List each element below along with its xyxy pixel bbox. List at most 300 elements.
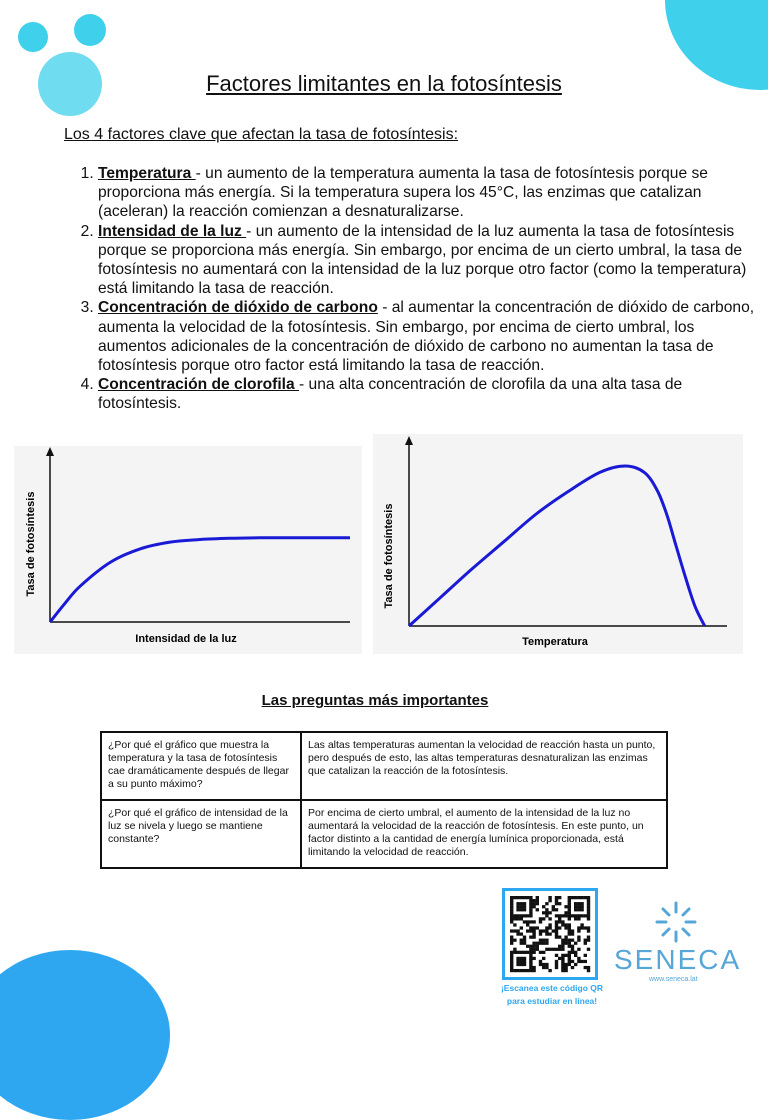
qr-module xyxy=(587,905,590,908)
qr-module xyxy=(510,942,513,945)
qr-module xyxy=(532,951,535,954)
qr-module xyxy=(516,951,519,954)
qr-module xyxy=(555,914,558,917)
qr-module xyxy=(584,942,587,945)
qr-module xyxy=(523,969,526,972)
qr-module xyxy=(513,923,516,926)
qr-module xyxy=(558,945,561,948)
qr-module xyxy=(561,942,564,945)
qr-module xyxy=(520,926,523,929)
qr-module xyxy=(574,942,577,945)
qr-module xyxy=(587,926,590,929)
qr-module xyxy=(558,948,561,951)
qr-module xyxy=(529,969,532,972)
qr-module xyxy=(529,960,532,963)
qr-module xyxy=(536,899,539,902)
y-axis-arrow xyxy=(46,447,54,456)
qr-module xyxy=(510,966,513,969)
qr-module xyxy=(564,923,567,926)
chart-light-intensity xyxy=(14,446,362,654)
qr-module xyxy=(545,929,548,932)
qr-module xyxy=(513,917,516,920)
qr-module xyxy=(568,917,571,920)
qr-module xyxy=(532,899,535,902)
qr-module xyxy=(526,896,529,899)
qr-module xyxy=(532,942,535,945)
qr-module xyxy=(520,902,523,905)
qr-module xyxy=(520,951,523,954)
qr-module xyxy=(545,942,548,945)
qr-module xyxy=(545,966,548,969)
chart-temperature xyxy=(373,434,743,654)
qr-module xyxy=(555,960,558,963)
factor-name: Concentración de clorofila xyxy=(98,376,300,394)
qr-code-pattern xyxy=(505,891,595,977)
qr-module xyxy=(545,963,548,966)
qr-module xyxy=(532,920,535,923)
qr-module xyxy=(526,945,529,948)
qr-module xyxy=(539,929,542,932)
qr-module xyxy=(539,942,542,945)
qr-module xyxy=(523,960,526,963)
qr-module xyxy=(561,945,564,948)
qr-module xyxy=(532,902,535,905)
qr-module xyxy=(584,966,587,969)
qr-module xyxy=(539,932,542,935)
qr-module xyxy=(568,954,571,957)
qr-module xyxy=(526,914,529,917)
qr-module xyxy=(571,951,574,954)
qr-module xyxy=(555,954,558,957)
qr-module xyxy=(510,902,513,905)
qr-module xyxy=(571,896,574,899)
qr-module xyxy=(587,966,590,969)
qr-module xyxy=(580,914,583,917)
qr-module xyxy=(510,920,513,923)
qr-module xyxy=(587,911,590,914)
qr-module xyxy=(516,914,519,917)
qr-module xyxy=(529,936,532,939)
qr-module xyxy=(542,942,545,945)
qr-module xyxy=(516,917,519,920)
qr-module xyxy=(513,969,516,972)
qr-module xyxy=(516,905,519,908)
qr-module xyxy=(545,939,548,942)
qr-module xyxy=(536,945,539,948)
qr-module xyxy=(558,920,561,923)
qr-module xyxy=(523,914,526,917)
qr-module xyxy=(568,945,571,948)
qr-module xyxy=(510,939,513,942)
qr-module xyxy=(571,932,574,935)
table-row xyxy=(101,800,667,868)
qr-module xyxy=(568,902,571,905)
qr-module xyxy=(516,969,519,972)
qr-module xyxy=(552,905,555,908)
qr-module xyxy=(580,926,583,929)
qr-module xyxy=(574,905,577,908)
qr-module xyxy=(545,902,548,905)
qr-module xyxy=(542,939,545,942)
decor-circle-corner-bottom-left xyxy=(0,950,170,1120)
qr-module xyxy=(510,969,513,972)
qr-module xyxy=(529,957,532,960)
qr-module xyxy=(532,929,535,932)
qr-module xyxy=(523,936,526,939)
factor-text: - un aumento de la temperatura aumenta la tasa de fotosíntesis porque se proporciona más energía. Si la temperatura supera los 45°C, las enzimas que catalizan (aceleran) la reacción comienzan a desnaturalizarse. xyxy=(98,165,708,221)
qr-module xyxy=(564,936,567,939)
qr-module xyxy=(536,908,539,911)
qr-module xyxy=(526,929,529,932)
qr-module xyxy=(552,929,555,932)
qr-module xyxy=(577,914,580,917)
factors-list xyxy=(64,164,758,414)
qr-module xyxy=(555,963,558,966)
qr-module xyxy=(574,908,577,911)
qr-module xyxy=(587,936,590,939)
qr-module xyxy=(561,923,564,926)
qr-module xyxy=(532,948,535,951)
qr-module xyxy=(536,948,539,951)
qr-module xyxy=(568,942,571,945)
qr-module xyxy=(529,954,532,957)
qr-module xyxy=(587,948,590,951)
qr-module xyxy=(564,966,567,969)
qr-module xyxy=(523,920,526,923)
qr-module xyxy=(529,929,532,932)
qr-module xyxy=(587,929,590,932)
qr-module xyxy=(574,951,577,954)
qr-module xyxy=(580,923,583,926)
qr-module xyxy=(510,936,513,939)
qr-module xyxy=(555,920,558,923)
qr-module xyxy=(558,926,561,929)
qr-module xyxy=(571,929,574,932)
qr-module xyxy=(529,951,532,954)
qr-module xyxy=(529,908,532,911)
qr-module xyxy=(561,954,564,957)
qr-module xyxy=(548,969,551,972)
seneca-logo-text: SENECA xyxy=(614,944,742,975)
qr-module xyxy=(529,963,532,966)
qr-module xyxy=(587,969,590,972)
qr-module xyxy=(529,899,532,902)
qr-module xyxy=(587,914,590,917)
qr-module xyxy=(529,948,532,951)
qr-module xyxy=(529,905,532,908)
factor-name: Concentración de dióxido de carbono xyxy=(98,299,378,317)
qr-module xyxy=(555,966,558,969)
qr-module xyxy=(510,908,513,911)
qr-module xyxy=(532,926,535,929)
qr-module xyxy=(574,917,577,920)
qr-module xyxy=(552,908,555,911)
qr-module xyxy=(529,911,532,914)
qr-module xyxy=(523,939,526,942)
qr-module xyxy=(513,951,516,954)
qr-module xyxy=(574,902,577,905)
qr-module xyxy=(558,896,561,899)
qr-module xyxy=(536,926,539,929)
qr-module xyxy=(568,957,571,960)
qr-module xyxy=(532,945,535,948)
x-axis-label: Intensidad de la luz xyxy=(135,633,237,645)
qr-module xyxy=(577,939,580,942)
qr-module xyxy=(548,911,551,914)
qr-module xyxy=(568,963,571,966)
qr-module xyxy=(561,957,564,960)
qr-module xyxy=(555,929,558,932)
factor-name: Intensidad de la luz xyxy=(98,222,247,240)
qr-module xyxy=(571,960,574,963)
qr-module xyxy=(564,954,567,957)
qr-module xyxy=(539,960,542,963)
qr-module xyxy=(523,942,526,945)
seneca-url[interactable]: www.seneca.lat xyxy=(649,976,698,983)
qr-module xyxy=(523,908,526,911)
qr-module xyxy=(513,939,516,942)
qr-module xyxy=(584,954,587,957)
qr-module xyxy=(555,896,558,899)
qr-module xyxy=(536,902,539,905)
qr-module xyxy=(513,914,516,917)
qr-module xyxy=(584,896,587,899)
qr-module xyxy=(532,969,535,972)
qr-module xyxy=(587,902,590,905)
qr-module xyxy=(568,905,571,908)
qr-module xyxy=(516,929,519,932)
qr-module xyxy=(552,948,555,951)
qr-module xyxy=(584,960,587,963)
qr-module xyxy=(584,939,587,942)
qr-module xyxy=(568,932,571,935)
qr-module xyxy=(587,939,590,942)
factor-text: - una alta concentración de clorofila da una alta tasa de fotosíntesis. xyxy=(98,376,683,413)
qr-module xyxy=(513,929,516,932)
question-cell: ¿Por qué el gráfico que muestra la temperatura y la tasa de fotosíntesis cae dramáticamente después de llegar a su punto máximo? xyxy=(101,732,301,800)
qr-module xyxy=(577,936,580,939)
qr-module xyxy=(523,963,526,966)
qr-module xyxy=(577,896,580,899)
question-cell: ¿Por qué el gráfico de intensidad de la luz se nivela y luego se mantiene constante? xyxy=(101,800,301,868)
qr-module xyxy=(548,932,551,935)
qr-module xyxy=(584,914,587,917)
qr-module xyxy=(529,926,532,929)
qr-module xyxy=(577,902,580,905)
qr-module xyxy=(510,957,513,960)
qr-code[interactable] xyxy=(502,888,598,980)
qr-module xyxy=(548,926,551,929)
qr-module xyxy=(526,951,529,954)
qr-module xyxy=(577,905,580,908)
qr-module xyxy=(526,920,529,923)
questions-table xyxy=(100,731,668,869)
qr-module xyxy=(545,926,548,929)
qr-module xyxy=(542,905,545,908)
questions-heading: Las preguntas más importantes xyxy=(261,692,489,709)
qr-module xyxy=(523,902,526,905)
series-line xyxy=(50,538,350,622)
qr-module xyxy=(587,896,590,899)
qr-module xyxy=(510,911,513,914)
qr-module xyxy=(555,908,558,911)
qr-module xyxy=(574,914,577,917)
qr-module xyxy=(510,960,513,963)
qr-module xyxy=(513,948,516,951)
seneca-logo-icon xyxy=(654,900,698,944)
y-axis-label: Tasa de fotosíntesis xyxy=(25,491,37,597)
qr-module xyxy=(580,908,583,911)
list-item xyxy=(98,298,758,375)
qr-module xyxy=(520,908,523,911)
qr-module xyxy=(561,966,564,969)
qr-module xyxy=(529,902,532,905)
qr-module xyxy=(568,908,571,911)
factor-text: - al aumentar la concentración de dióxido de carbono, aumenta la velocidad de la fotosíntesis. Sin embargo, por encima de cierto umbral, los aumentos adicionales de la concentración de dióxido de carbono no aumentan la tasa de fotosíntesis porque otro factor está limitando la tasa de reacción. xyxy=(98,299,755,375)
qr-module xyxy=(516,896,519,899)
qr-module xyxy=(516,960,519,963)
qr-module xyxy=(520,914,523,917)
qr-module xyxy=(529,896,532,899)
qr-module xyxy=(577,926,580,929)
qr-module xyxy=(510,914,513,917)
qr-module xyxy=(539,920,542,923)
list-item xyxy=(98,375,758,413)
qr-module xyxy=(577,917,580,920)
qr-module xyxy=(548,896,551,899)
qr-module xyxy=(561,920,564,923)
qr-module xyxy=(523,957,526,960)
qr-module xyxy=(555,936,558,939)
qr-module xyxy=(548,923,551,926)
qr-module xyxy=(520,942,523,945)
qr-module xyxy=(542,929,545,932)
qr-module xyxy=(520,917,523,920)
qr-module xyxy=(571,914,574,917)
qr-module xyxy=(568,926,571,929)
qr-module xyxy=(564,914,567,917)
qr-module xyxy=(584,926,587,929)
qr-module xyxy=(510,951,513,954)
qr-module xyxy=(520,939,523,942)
qr-module xyxy=(516,932,519,935)
qr-module xyxy=(510,929,513,932)
qr-module xyxy=(532,957,535,960)
qr-module xyxy=(580,902,583,905)
qr-module xyxy=(516,902,519,905)
series-line xyxy=(409,466,705,626)
qr-module xyxy=(520,932,523,935)
qr-module xyxy=(548,948,551,951)
chart-temperature-svg xyxy=(373,434,743,654)
qr-module xyxy=(529,914,532,917)
qr-module xyxy=(561,963,564,966)
qr-module xyxy=(548,899,551,902)
qr-module xyxy=(513,896,516,899)
qr-module xyxy=(539,963,542,966)
x-axis-label: Temperatura xyxy=(522,636,588,648)
qr-module xyxy=(571,939,574,942)
table-row xyxy=(101,732,667,800)
qr-caption: ¡Escanea este código QR para estudiar en línea! xyxy=(500,983,604,1006)
qr-module xyxy=(532,905,535,908)
qr-module xyxy=(577,908,580,911)
qr-module xyxy=(564,911,567,914)
list-item xyxy=(98,164,758,222)
qr-module xyxy=(555,932,558,935)
qr-module xyxy=(526,923,529,926)
qr-module xyxy=(510,963,513,966)
qr-module xyxy=(571,948,574,951)
qr-module xyxy=(539,951,542,954)
qr-module xyxy=(568,914,571,917)
qr-module xyxy=(555,902,558,905)
qr-module xyxy=(542,966,545,969)
qr-module xyxy=(532,936,535,939)
qr-module xyxy=(577,929,580,932)
qr-module xyxy=(574,954,577,957)
qr-module xyxy=(568,939,571,942)
qr-module xyxy=(568,951,571,954)
qr-module xyxy=(568,896,571,899)
qr-module xyxy=(568,960,571,963)
qr-module xyxy=(510,896,513,899)
qr-module xyxy=(542,917,545,920)
qr-module xyxy=(523,896,526,899)
qr-module xyxy=(558,917,561,920)
qr-module xyxy=(529,966,532,969)
qr-module xyxy=(561,914,564,917)
qr-module xyxy=(510,905,513,908)
qr-module xyxy=(577,948,580,951)
qr-module xyxy=(564,905,567,908)
qr-module xyxy=(510,899,513,902)
qr-module xyxy=(545,908,548,911)
qr-module xyxy=(520,896,523,899)
qr-module xyxy=(568,929,571,932)
decor-circle-small xyxy=(18,22,48,52)
qr-module xyxy=(558,957,561,960)
qr-module xyxy=(555,926,558,929)
qr-module xyxy=(574,963,577,966)
qr-module xyxy=(532,966,535,969)
qr-module xyxy=(542,951,545,954)
factors-heading: Los 4 factores clave que afectan la tasa de fotosíntesis: xyxy=(64,126,459,143)
qr-module xyxy=(555,899,558,902)
qr-module xyxy=(568,923,571,926)
qr-module xyxy=(561,948,564,951)
qr-module xyxy=(545,932,548,935)
qr-module xyxy=(558,936,561,939)
qr-module xyxy=(580,896,583,899)
qr-module xyxy=(545,948,548,951)
qr-module xyxy=(580,960,583,963)
qr-module xyxy=(545,914,548,917)
qr-module xyxy=(580,905,583,908)
qr-module xyxy=(564,942,567,945)
qr-module xyxy=(564,939,567,942)
qr-module xyxy=(568,911,571,914)
answer-cell: Por encima de cierto umbral, el aumento de la intensidad de la luz no aumentará la velocidad de la reacción de fotosíntesis. En este punto, un factor distinto a la cantidad de energía lumínica proporcionada, está limitando la velocidad de reacción. xyxy=(301,800,667,868)
qr-module xyxy=(510,954,513,957)
answer-cell: Las altas temperaturas aumentan la velocidad de reacción hasta un punto, pero después de esto, las altas temperaturas desnaturalizan las enzimas que catalizan la reacción de la fotosíntesis. xyxy=(301,732,667,800)
qr-module xyxy=(568,899,571,902)
qr-module xyxy=(520,960,523,963)
qr-module xyxy=(520,905,523,908)
qr-module xyxy=(564,926,567,929)
page-title: Factores limitantes en la fotosíntesis xyxy=(206,70,562,96)
qr-module xyxy=(577,960,580,963)
